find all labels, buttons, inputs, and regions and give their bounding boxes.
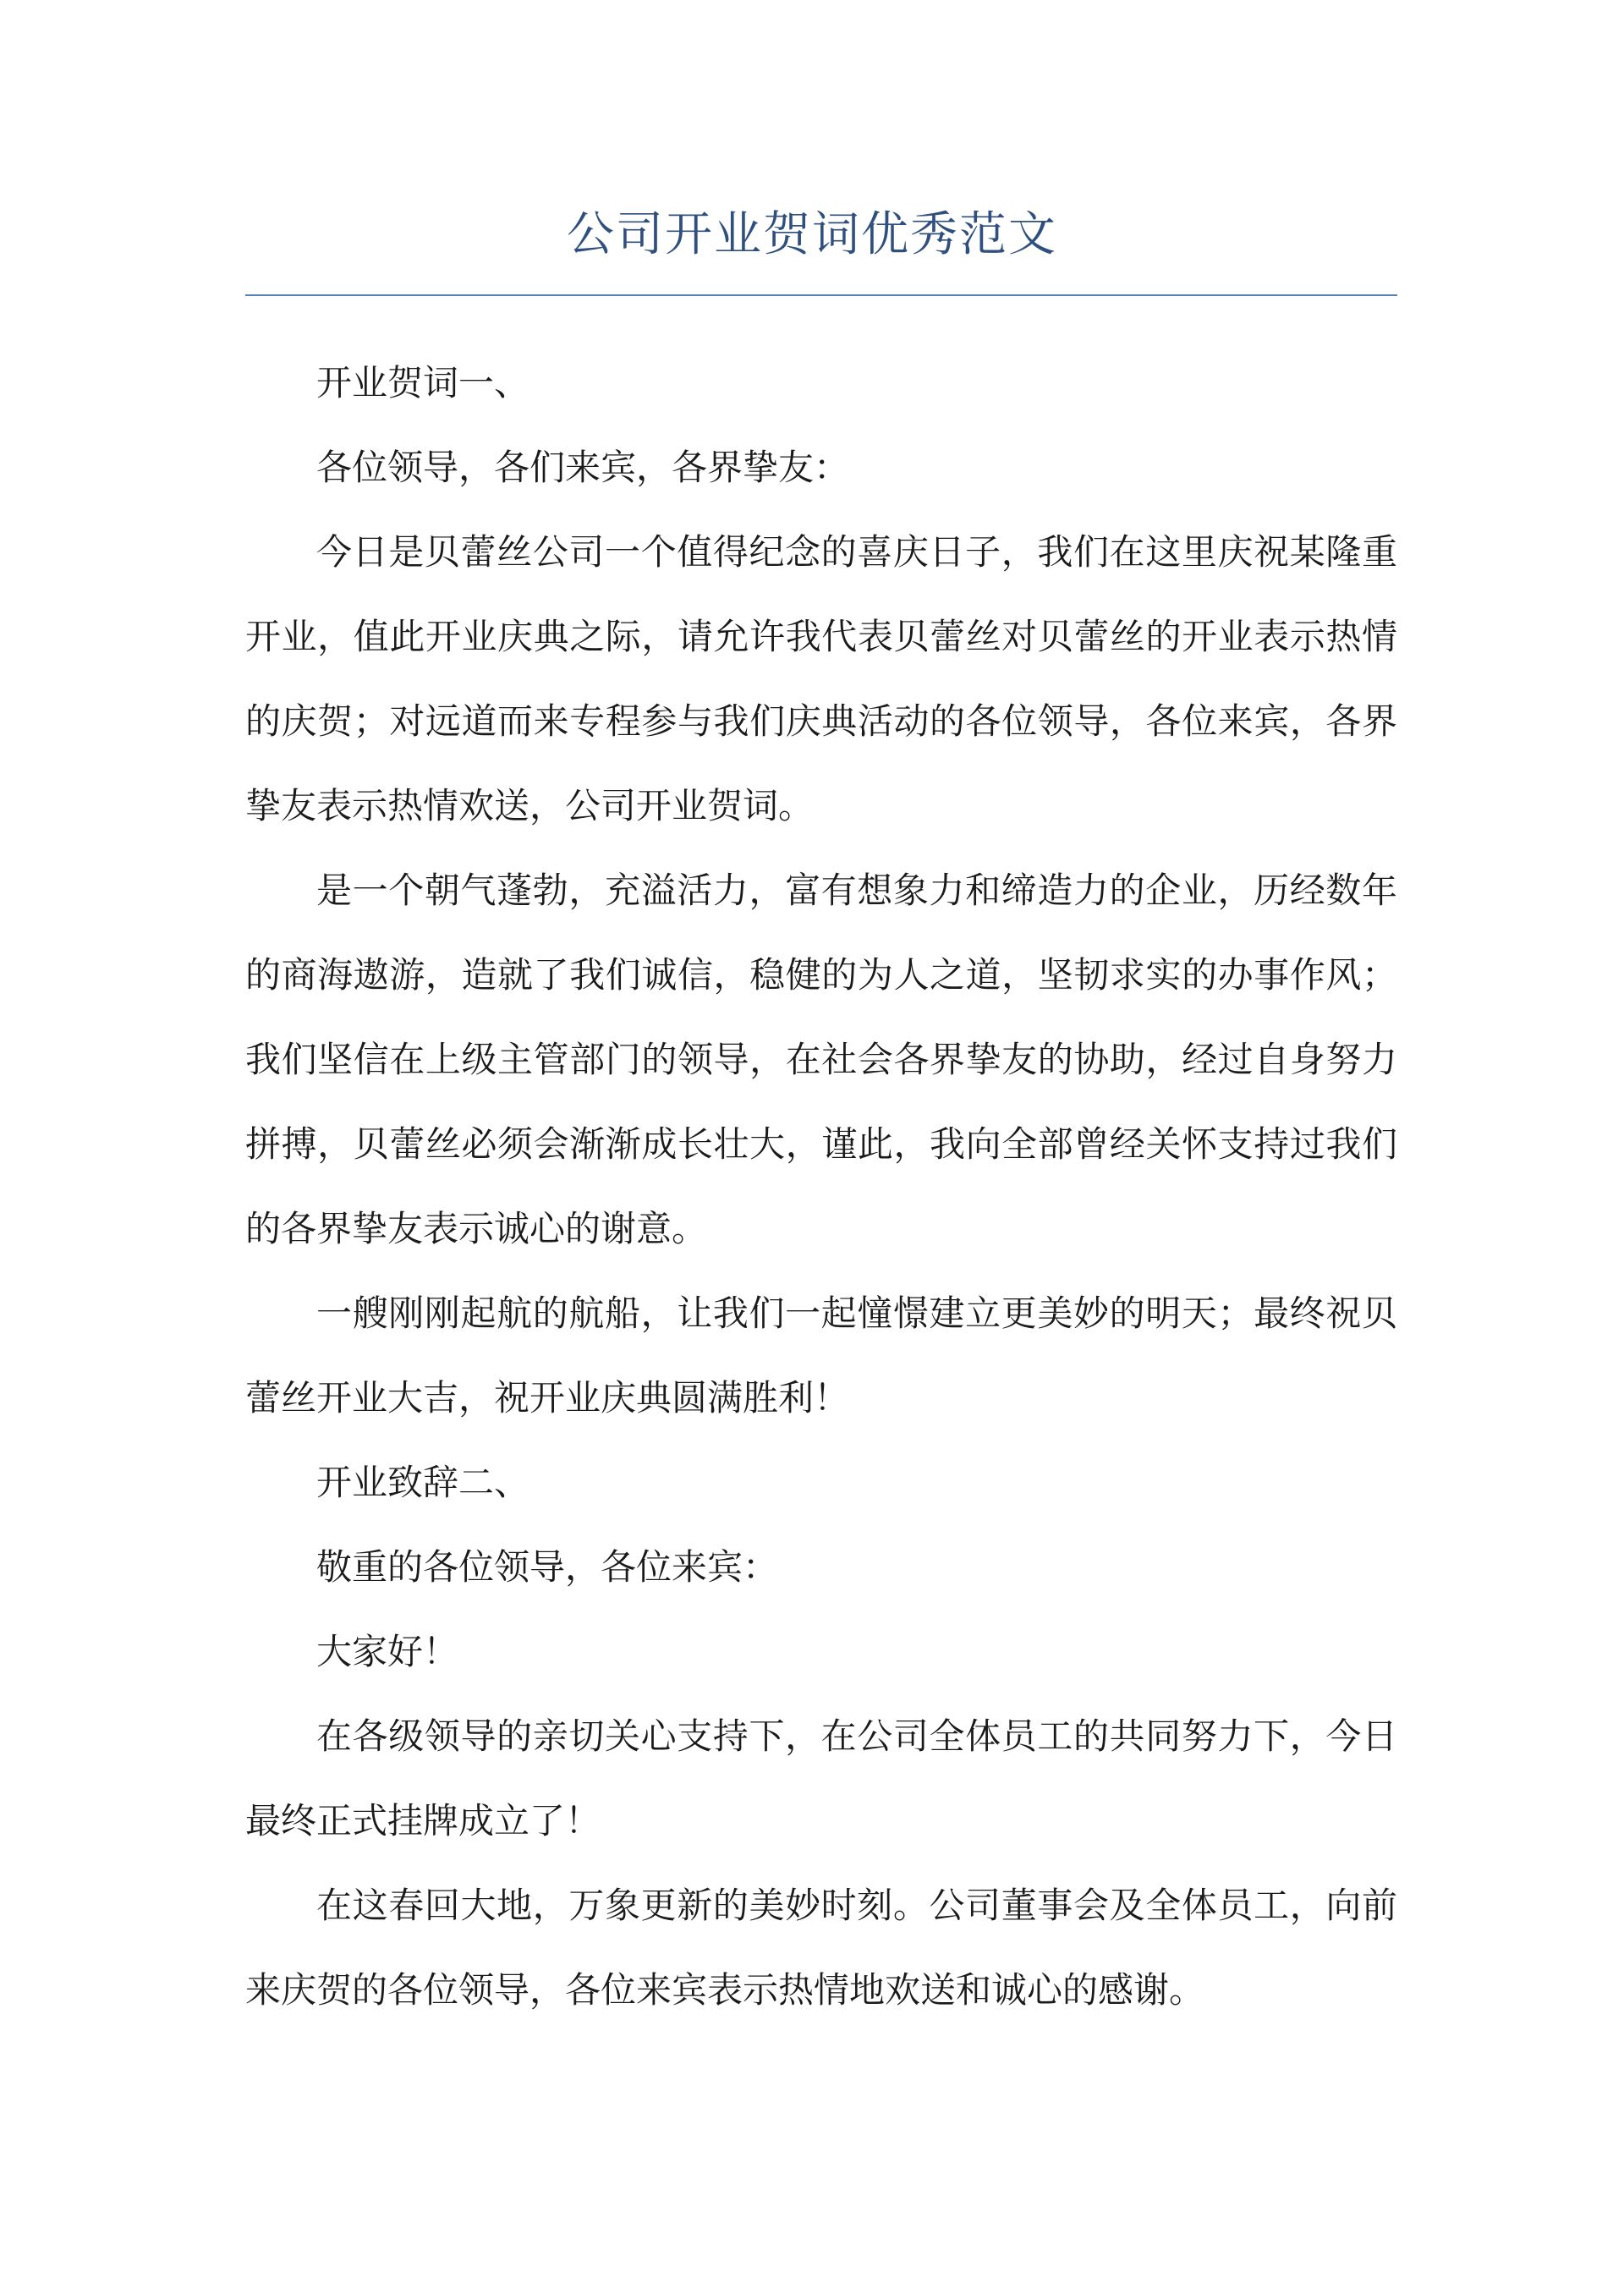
section-heading-2: 开业致辞二、 xyxy=(316,1462,530,1503)
body-paragraph: 在各级领导的亲切关心支持下，在公司全体员工的共同努力下，今日最终正式挂牌成立了！ xyxy=(245,1715,1397,1841)
salutation-2: 敬重的各位领导，各位来宾： xyxy=(316,1546,779,1588)
body-paragraph: 是一个朝气蓬勃，充溢活力，富有想象力和缔造力的企业，历经数年的商海遨游，造就了我们诚信，稳健的为人之道，坚韧求实的办事作风；我们坚信在上级主管部门的领导，在社会各界挚友的协助，经过自身努力拼搏，贝蕾丝必须会渐渐成长壮大，谨此，我向全部曾经关怀支持过我们的各界挚友表示诚心的谢意。 xyxy=(245,870,1397,1249)
body-paragraph: 在这春回大地，万象更新的美妙时刻。公司董事会及全体员工，向前来庆贺的各位领导，各位来宾表示热情地欢送和诚心的感谢。 xyxy=(245,1885,1397,2011)
document-title: 公司开业贺词优秀范文 xyxy=(567,207,1057,262)
document-body xyxy=(245,341,1397,2033)
salutation-1: 各位领导，各们来宾，各界挚友： xyxy=(316,447,850,488)
greeting: 大家好！ xyxy=(316,1631,459,1672)
body-paragraph: 今日是贝蕾丝公司一个值得纪念的喜庆日子，我们在这里庆祝某隆重开业，值此开业庆典之际，请允许我代表贝蕾丝对贝蕾丝的开业表示热情的庆贺；对远道而来专程参与我们庆典活动的各位领导，各位来宾，各界挚友表示热情欢送，公司开业贺词。 xyxy=(245,531,1397,826)
section-heading-1: 开业贺词一、 xyxy=(316,362,530,403)
title-divider xyxy=(245,294,1397,296)
body-paragraph: 一艘刚刚起航的航船，让我们一起憧憬建立更美妙的明天；最终祝贝蕾丝开业大吉，祝开业庆典圆满胜利！ xyxy=(245,1292,1397,1419)
